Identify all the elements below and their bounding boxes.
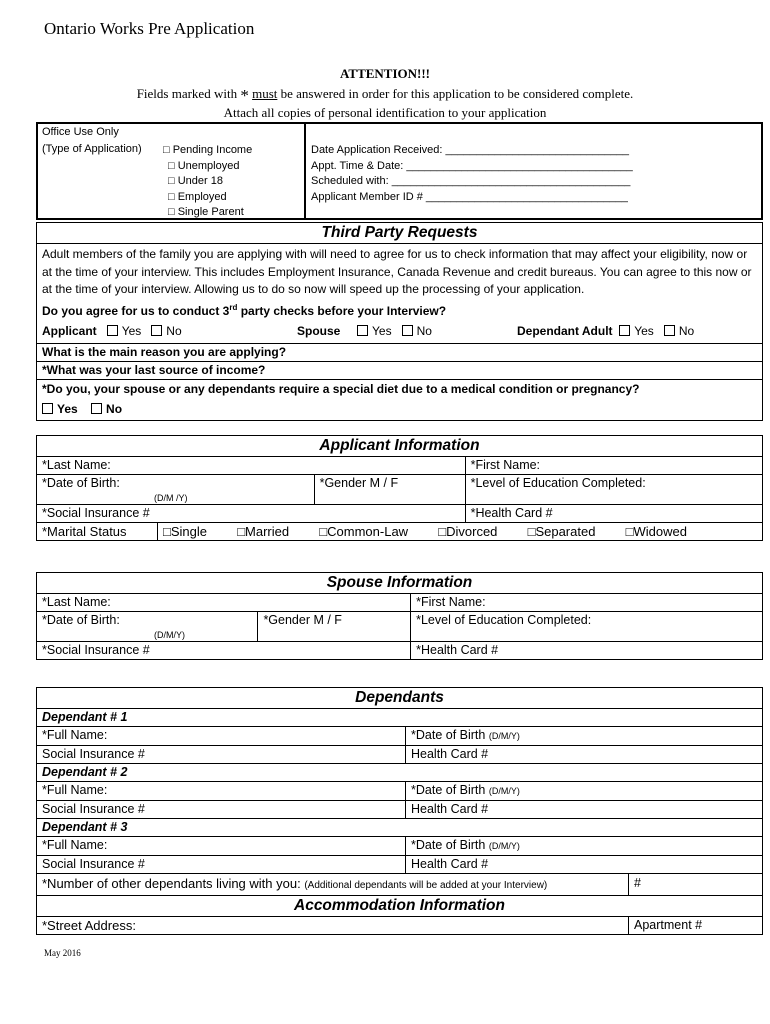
other-dependants-count[interactable]: # <box>629 874 763 896</box>
appt-time-field[interactable]: Appt. Time & Date: _____________________________________ <box>311 159 633 172</box>
dependant-3-health-card[interactable]: Health Card # <box>406 856 763 874</box>
spouse-section <box>36 572 763 660</box>
applicant-yes-checkbox[interactable] <box>107 325 118 336</box>
checkbox-icon: □ <box>168 159 175 172</box>
spouse-last-name[interactable]: *Last Name: <box>37 594 411 612</box>
dependant-1-dob[interactable]: *Date of Birth (D/M/Y) <box>406 727 763 746</box>
spouse-consent: Spouse Yes No <box>297 324 432 338</box>
applicant-education[interactable]: *Level of Education Completed: <box>465 475 762 505</box>
spouse-gender[interactable]: *Gender M / F <box>258 612 411 642</box>
marital-widowed[interactable]: □Widowed <box>625 524 687 539</box>
income-question[interactable]: *What was your last source of income? <box>37 361 763 379</box>
dependant-2-health-card[interactable]: Health Card # <box>406 801 763 819</box>
third-party-body <box>37 244 763 344</box>
attention-line-1: Fields marked with * must be answered in order for this application to be considered complete. <box>136 86 634 105</box>
spouse-dob[interactable]: *Date of Birth: (D/M/Y) <box>37 612 258 642</box>
type-under-18[interactable]: □ Under 18 <box>168 175 223 188</box>
dependant-adult-yes-checkbox[interactable] <box>619 325 630 336</box>
dependant-2-sin[interactable]: Social Insurance # <box>37 801 406 819</box>
marital-status-label: *Marital Status <box>37 523 158 541</box>
spouse-heading: Spouse Information <box>37 573 763 594</box>
member-id-field[interactable]: Applicant Member ID # _________________________________ <box>311 190 628 203</box>
dependant-3-title: Dependant # 3 <box>37 819 763 837</box>
diet-yes-checkbox[interactable] <box>42 403 53 414</box>
dependant-1-sin[interactable]: Social Insurance # <box>37 746 406 764</box>
spouse-education[interactable]: *Level of Education Completed: <box>411 612 763 642</box>
dependant-adult-no-checkbox[interactable] <box>664 325 675 336</box>
marital-separated[interactable]: □Separated <box>527 524 596 539</box>
spouse-no-checkbox[interactable] <box>402 325 413 336</box>
attention-heading: ATTENTION!!! <box>339 66 431 81</box>
office-fields <box>311 143 633 205</box>
checkbox-icon: □ <box>168 206 175 219</box>
dependant-2-title: Dependant # 2 <box>37 764 763 782</box>
applicant-gender[interactable]: *Gender M / F <box>314 475 465 505</box>
third-party-paragraph: Adult members of the family you are applying with will need to agree for us to check information that may affect your eligibility, now or at the time of your interview. This includes Employment Insurance, Canada Revenue and credit bureaus. You can agree to this now or at the time of your interview. Allowing us to do so now will speed up the processing of your application. <box>42 247 752 296</box>
third-party-question: Do you agree for us to conduct 3rd party checks before your Interview? <box>42 302 447 318</box>
dependant-3-sin[interactable]: Social Insurance # <box>37 856 406 874</box>
dependant-1-title: Dependant # 1 <box>37 709 763 727</box>
document-title: Ontario Works Pre Application <box>44 19 255 38</box>
marital-single[interactable]: □Single <box>163 524 207 539</box>
spouse-first-name[interactable]: *First Name: <box>411 594 763 612</box>
office-use-box <box>36 122 763 220</box>
type-of-application-label: (Type of Application) <box>42 143 142 155</box>
spouse-yes-checkbox[interactable] <box>357 325 368 336</box>
attention-line-2: Attach all copies of personal identification to your application <box>223 105 547 120</box>
third-party-heading: Third Party Requests <box>37 223 763 244</box>
marital-married[interactable]: □Married <box>237 524 290 539</box>
marital-status-options <box>158 523 763 541</box>
applicant-dob[interactable]: *Date of Birth: (D/M /Y) <box>37 475 315 505</box>
applicant-last-name[interactable]: *Last Name: <box>37 457 466 475</box>
applicant-section <box>36 435 763 541</box>
spouse-sin[interactable]: *Social Insurance # <box>37 642 411 660</box>
diet-question: *Do you, your spouse or any dependants require a special diet due to a medical condition or pregnancy? Yes No <box>37 379 763 420</box>
checkbox-icon: □ <box>168 175 175 188</box>
dependants-section <box>36 687 763 935</box>
diet-no-checkbox[interactable] <box>91 403 102 414</box>
applicant-first-name[interactable]: *First Name: <box>465 457 762 475</box>
applicant-sin[interactable]: *Social Insurance # <box>37 505 466 523</box>
dependant-adult-consent: Dependant Adult Yes No <box>517 324 695 338</box>
apartment-field[interactable]: Apartment # <box>629 917 763 935</box>
type-unemployed[interactable]: □ Unemployed <box>168 159 240 172</box>
reason-question[interactable]: What is the main reason you are applying? <box>37 343 763 361</box>
dependants-heading: Dependants <box>37 688 763 709</box>
date-received-field[interactable]: Date Application Received: ______________________________ <box>311 144 630 156</box>
consent-row <box>42 320 757 341</box>
type-pending-income[interactable]: □ Pending Income <box>163 144 253 156</box>
other-dependants-field[interactable]: *Number of other dependants living with you: (Additional dependants will be added at your Interview) <box>37 874 629 896</box>
dependant-3-full-name[interactable]: *Full Name: <box>37 837 406 856</box>
third-party-section <box>36 222 763 421</box>
applicant-no-checkbox[interactable] <box>151 325 162 336</box>
office-divider <box>304 124 306 218</box>
applicant-health-card[interactable]: *Health Card # <box>465 505 762 523</box>
applicant-heading: Applicant Information <box>37 436 763 457</box>
footer-date: May 2016 <box>44 948 81 958</box>
dependant-3-dob[interactable]: *Date of Birth (D/M/Y) <box>406 837 763 856</box>
marital-common-law[interactable]: □Common-Law <box>319 524 409 539</box>
checkbox-icon: □ <box>163 144 170 156</box>
spouse-health-card[interactable]: *Health Card # <box>411 642 763 660</box>
dependant-2-full-name[interactable]: *Full Name: <box>37 782 406 801</box>
dependant-1-full-name[interactable]: *Full Name: <box>37 727 406 746</box>
dependant-1-health-card[interactable]: Health Card # <box>406 746 763 764</box>
type-single-parent[interactable]: □ Single Parent <box>168 206 244 219</box>
applicant-consent: Applicant Yes No <box>42 324 182 338</box>
diet-options: Yes No <box>42 398 757 420</box>
accommodation-heading: Accommodation Information <box>37 896 763 917</box>
checkbox-icon: □ <box>168 190 175 203</box>
dependant-2-dob[interactable]: *Date of Birth (D/M/Y) <box>406 782 763 801</box>
office-use-title: Office Use Only <box>42 126 119 138</box>
type-employed[interactable]: □ Employed <box>168 190 227 203</box>
application-type-list <box>163 143 252 221</box>
marital-divorced[interactable]: □Divorced <box>438 524 498 539</box>
street-address-field[interactable]: *Street Address: <box>37 917 629 935</box>
scheduled-with-field[interactable]: Scheduled with: _______________________________________ <box>311 175 631 188</box>
